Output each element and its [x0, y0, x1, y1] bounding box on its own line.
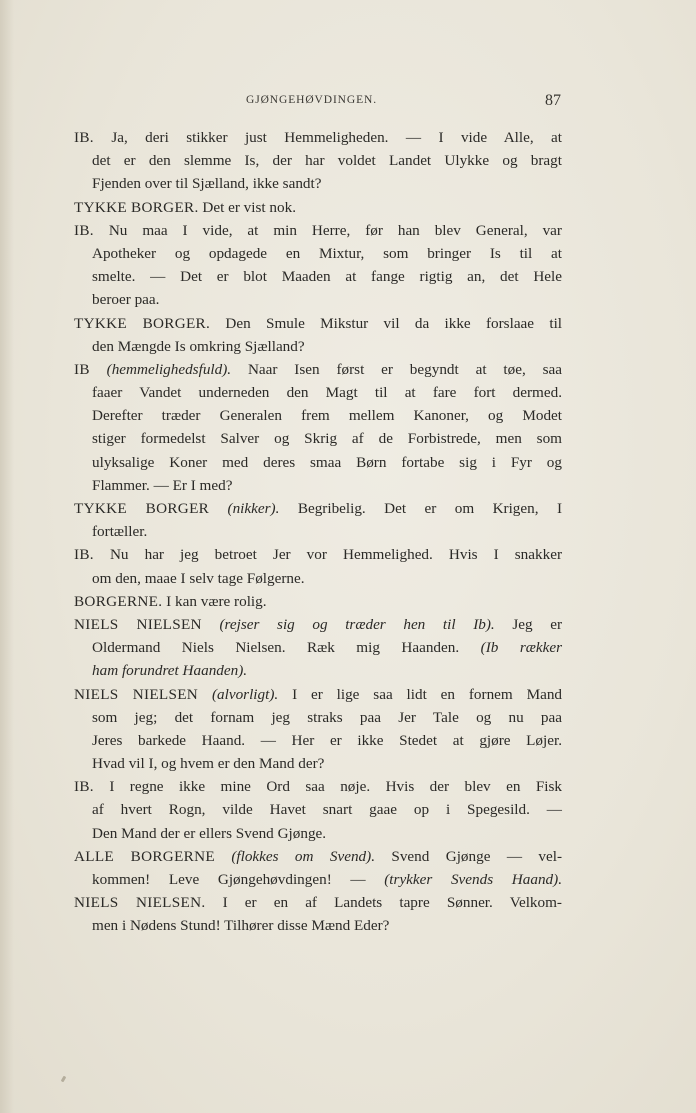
speaker-name: TYKKE BORGER. [74, 198, 199, 216]
text-line [74, 729, 562, 752]
stage-direction: ham forundret Haanden). [92, 662, 248, 680]
speaker-name: IB. [74, 221, 94, 239]
dialogue: Den Smule Mikstur vil da ikke forslaae til [225, 314, 563, 332]
text-line [74, 474, 562, 497]
dialogue: Den Mand der er ellers Svend Gjønge. [92, 824, 327, 842]
dialogue: I er lige saa lidt en fornem Mand [292, 685, 563, 703]
play-text [74, 126, 562, 938]
text-line [74, 567, 562, 590]
dialogue: fortæller. [92, 523, 148, 541]
dialogue: faaer Vandet underneden den Magt til at fare fort dermed. [92, 384, 562, 402]
speaker-name: BORGERNE. [74, 592, 163, 610]
stage-direction: (hemmelighedsfuld). [106, 360, 232, 378]
dialogue: ulyksalige Koner med deres smaa Børn fortabe sig i Fyr og [92, 453, 562, 471]
text-line [74, 126, 562, 149]
text-line [74, 752, 562, 775]
speaker-name: TYKKE BORGER [74, 500, 210, 517]
text-line [74, 636, 562, 659]
dialogue: Nu maa I vide, at min Herre, før han blev General, var [108, 221, 562, 239]
text-line [74, 196, 562, 219]
text-line [74, 798, 562, 821]
text-line [74, 451, 562, 474]
dialogue: Jeg er [512, 615, 563, 633]
text-line [74, 427, 562, 450]
text-line [74, 335, 562, 358]
dialogue: det er den slemme Is, der har voldet Landet Ulykke og bragt [92, 152, 562, 170]
stage-direction: (rejser sig og træder hen til Ib). [219, 615, 495, 633]
dialogue: men i Nødens Stund! Tilhører disse Mænd Eder? [92, 917, 390, 935]
text-line [74, 520, 562, 543]
running-head [0, 92, 696, 112]
dialogue: beroer paa. [92, 291, 160, 309]
dialogue: Flammer. — Er I med? [92, 476, 233, 494]
text-line [74, 381, 562, 404]
text-line [74, 590, 562, 613]
dialogue: Det er vist nok. [202, 198, 296, 216]
text-line [74, 891, 562, 914]
text-line [74, 868, 562, 891]
text-line [74, 219, 562, 242]
stage-direction: (flokkes om Svend). [231, 847, 375, 865]
dialogue: af hvert Rogn, vilde Havet snart gaae op i Spegesild. — [92, 801, 562, 819]
dialogue: Hvad vil I, og hvem er den Mand der? [92, 755, 325, 773]
speaker-name: IB. [74, 129, 94, 146]
dialogue: kommen! Leve Gjøngehøvdingen! — [92, 871, 366, 888]
text-line [74, 613, 562, 636]
text-line [74, 683, 562, 706]
text-line [74, 242, 562, 265]
page-number: 87 [545, 92, 561, 109]
dialogue: Fjenden over til Sjælland, ikke sandt? [92, 175, 322, 193]
speaker-name: IB [74, 360, 90, 378]
dialogue: I regne ikke mine Ord saa nøje. Hvis der blev en Fisk [109, 778, 563, 796]
dialogue: Nu har jeg betroet Jer vor Hemmelighed. Hvis I snakker [109, 546, 563, 564]
dialogue: I er en af Landets tapre Sønner. Velkom- [222, 894, 562, 912]
gutter-shadow [0, 0, 14, 1113]
paper-speck [61, 1076, 67, 1083]
text-line [74, 497, 562, 520]
dialogue: Derefter træder Generalen frem mellem Kanoner, og Modet [92, 407, 562, 425]
dialogue: Jeres barkede Haand. — Her er ikke Stedet at gjøre Løjer. [92, 731, 562, 749]
dialogue: Begribelig. Det er om Krigen, I [297, 500, 563, 517]
speaker-name: NIELS NIELSEN [74, 615, 202, 633]
dialogue: om den, maae I selv tage Følgerne. [92, 569, 305, 587]
stage-direction: (nikker). [227, 500, 280, 517]
text-line [74, 288, 562, 311]
dialogue: Naar Isen først er begyndt at tøe, saa [247, 360, 562, 378]
dialogue: Oldermand Niels Nielsen. Ræk mig Haanden. [92, 639, 460, 657]
text-line [74, 845, 562, 868]
text-line [74, 149, 562, 172]
text-line [74, 822, 562, 845]
text-line [74, 659, 562, 682]
speaker-name: ALLE BORGERNE [74, 847, 215, 865]
dialogue: Apotheker og opdagede en Mixtur, som bringer Is til at [92, 244, 562, 262]
dialogue: smelte. — Det er blot Maaden at fange rigtig an, det Hele [92, 268, 562, 286]
text-line [74, 914, 562, 937]
speaker-name: NIELS NIELSEN. [74, 894, 206, 912]
speaker-name: NIELS NIELSEN [74, 685, 199, 703]
text-line [74, 543, 562, 566]
dialogue: I kan være rolig. [166, 592, 267, 610]
dialogue: Ja, deri stikker just Hemmeligheden. — I vide Alle, at [111, 129, 563, 146]
speaker-name: TYKKE BORGER. [74, 314, 211, 332]
dialogue: Svend Gjønge — vel- [391, 847, 563, 865]
text-line [74, 312, 562, 335]
dialogue: som jeg; det fornam jeg straks paa Jer Tale og nu paa [92, 708, 562, 726]
text-line [74, 404, 562, 427]
speaker-name: IB. [74, 778, 94, 796]
text-line [74, 358, 562, 381]
dialogue: stiger formedelst Salver og Skrig af de Forbistrede, men som [92, 430, 562, 448]
text-line [74, 775, 562, 798]
text-line [74, 172, 562, 195]
text-line [74, 706, 562, 729]
speaker-name: IB. [74, 546, 94, 564]
stage-direction: (trykker Svends Haand). [384, 871, 562, 888]
dialogue: den Mængde Is omkring Sjælland? [92, 337, 305, 355]
stage-direction: (Ib rækker [480, 639, 562, 657]
running-title: GJØNGEHØVDINGEN. [246, 94, 377, 106]
stage-direction: (alvorligt). [211, 685, 279, 703]
text-line [74, 265, 562, 288]
